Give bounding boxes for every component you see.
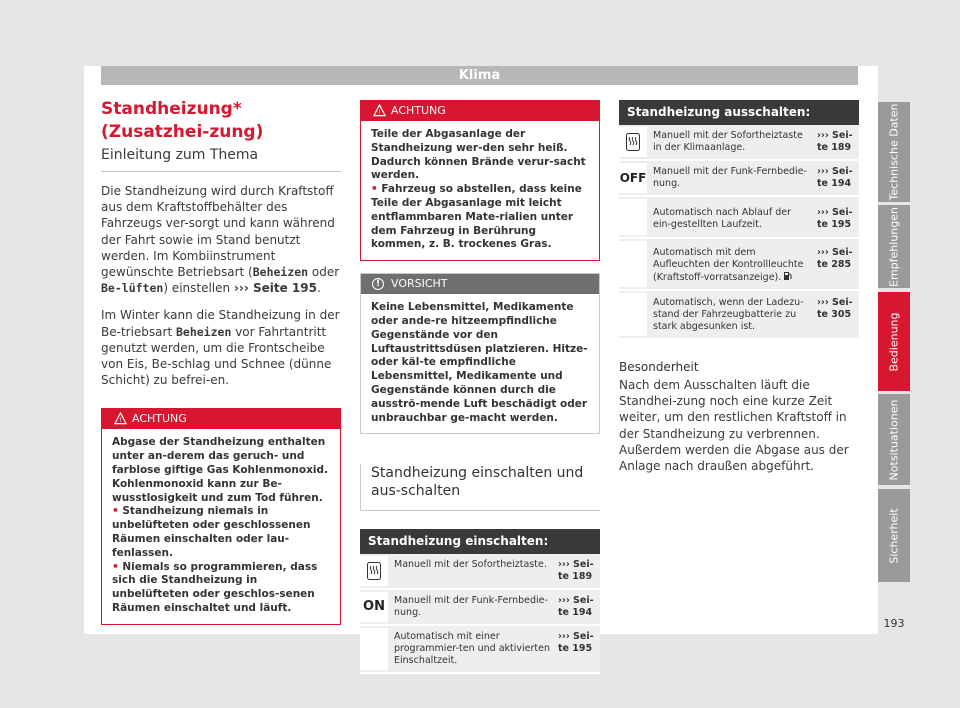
warning-header: ! ACHTUNG	[361, 101, 599, 121]
on-label-icon: ON	[360, 592, 388, 622]
svg-text:!: !	[119, 416, 122, 425]
off-label-icon: OFF	[619, 163, 647, 193]
warning-box	[360, 100, 600, 261]
heat-button-icon	[360, 556, 388, 586]
table-header: Standheizung ausschalten:	[619, 100, 859, 125]
table-row: Automatisch mit dem Aufleuchten der Kontrollleuchte (Kraftstoff-vorratsanzeige). ››› Sei-te 285	[619, 239, 859, 291]
page-title: Standheizung* (Zusatzhei-zung)	[101, 99, 264, 142]
warning-header: ! ACHTUNG	[102, 409, 340, 429]
table-row: Automatisch mit einer programmier-ten und aktivierten Einschaltzeit. ››› Sei-te 195	[360, 626, 600, 674]
caution-body: Keine Lebensmittel, Medikamente oder ande-re hitzeempfindliche Gegenstände vor den Luftaustrittsdüsen platzieren. Hitze- oder käl-te empfindliche Lebensmittel, Medikamente und Gegenstände können durch die ausströ-mende Luft beschädigt oder unbrauchbar ge-macht werden.	[371, 301, 588, 424]
page-reference-link[interactable]: ››› Seite 195	[233, 281, 317, 296]
tab-bedienung[interactable]: Bedienung	[878, 292, 910, 391]
switch-off-table	[619, 100, 859, 340]
page-subtitle: Einleitung zum Thema	[101, 147, 341, 172]
page-number: 193	[883, 617, 905, 630]
winter-paragraph: Im Winter kann die Standheizung in der Be-triebsart Beheizen vor Fahrtantritt genutzt werden, um die Frontscheibe von Eis, Be-schlag und Schnee (dünne Schicht) zu befrei-en.	[101, 308, 340, 388]
table-row: OFF Manuell mit der Funk-Fernbedie-nung. ››› Sei-te 194	[619, 161, 859, 197]
warning-bullet: • Fahrzeug so abstellen, dass keine Teile der Abgasanlage mit leicht entflammbaren Mate-rialien unter dem Fahrzeug in Berührung kommen, z. B. trockenes Gras.	[371, 183, 582, 251]
section-header: Klima	[101, 66, 858, 85]
section-title: Standheizung einschalten und aus-schalten	[360, 464, 600, 511]
column-middle	[360, 98, 600, 674]
page-reference-link[interactable]: ››› Sei-te 305	[817, 297, 853, 320]
caution-header: ! VORSICHT	[361, 274, 599, 294]
sub-heading: Besonderheit	[619, 360, 699, 374]
warning-body: Abgase der Standheizung enthalten unter an-derem das geruch- und farblose giftige Gas Kohlenmonoxid. Kohlenmonoxid kann zur Be-wusstlosigkeit und zum Tod führen. • Standheizung niemals in unbelüfteten oder geschlossenen Räumen einschalten oder lau-fenlassen. • Niemals so programmieren, dass sich die Standheizung in unbelüfteten oder geschlos-senen Räumen einschaltet und läuft.	[102, 429, 340, 623]
warning-bullet: • Standheizung niemals in unbelüfteten oder geschlossenen Räumen einschalten oder lau-fenlassen.	[112, 505, 311, 559]
fuel-pump-icon	[783, 271, 792, 281]
warning-box	[101, 408, 341, 624]
warning-triangle-icon	[373, 104, 386, 117]
special-paragraph: Nach dem Ausschalten läuft die Standhei-zung noch eine kurze Zeit weiter, um den restlichen Kraftstoff in der Standheizung zu verbrennen. Außerdem werden die Abgase aus der Anlage nach draußen abgeführt.	[619, 378, 849, 474]
warning-triangle-icon	[114, 412, 127, 425]
heat-button-icon	[619, 127, 647, 157]
page-reference-link[interactable]: ››› Sei-te 189	[817, 130, 853, 153]
tab-notsituationen[interactable]: Notsituationen	[878, 394, 910, 485]
warning-bullet: • Niemals so programmieren, dass sich die Standheizung in unbelüfteten oder geschlos-senen Räumen einschaltet und läuft.	[112, 560, 318, 614]
switch-on-table	[360, 529, 600, 674]
bullet-icon: •	[371, 183, 378, 196]
caution-box	[360, 273, 600, 434]
table-row: ON Manuell mit der Funk-Fernbedie-nung. ››› Sei-te 194	[360, 590, 600, 626]
page-reference-link[interactable]: ››› Sei-te 189	[558, 559, 594, 583]
mode-beheizen: Beheizen	[175, 324, 232, 339]
warning-body: Teile der Abgasanlage der Standheizung wer-den sehr heiß. Dadurch können Brände verur-sacht werden. • Fahrzeug so abstellen, dass keine Teile der Abgasanlage mit leicht entflammbaren Mate-rialien unter dem Fahrzeug in Berührung kommen, z. B. trockenes Gras.	[361, 121, 599, 260]
table-row: Automatisch nach Ablauf der ein-gestellten Laufzeit. ››› Sei-te 195	[619, 197, 859, 239]
page-reference-link[interactable]: ››› Sei-te 285	[817, 247, 853, 270]
bullet-icon: •	[112, 560, 119, 573]
column-left	[101, 98, 341, 625]
table-row: Manuell mit der Sofortheiztaste in der Klimaanlage. ››› Sei-te 189	[619, 125, 859, 161]
tab-sicherheit[interactable]: Sicherheit	[878, 489, 910, 582]
mode-belueften: Be-lüften	[101, 281, 164, 296]
page-reference-link[interactable]: ››› Sei-te 194	[558, 595, 594, 619]
intro-paragraph: Die Standheizung wird durch Kraftstoff aus dem Kraftstoffbehälter des Fahrzeugs ver-sorgt und kann während der Fahrt sowie im Stand benutzt werden. Im Kombiinstrument gewünschte Betriebsart (Beheizen oder Be-lüften) einstellen ››› Seite 195.	[101, 184, 340, 296]
table-header: Standheizung einschalten:	[360, 529, 600, 554]
page-reference-link[interactable]: ››› Sei-te 195	[558, 631, 594, 655]
tab-technische-daten[interactable]: Technische Daten	[878, 102, 910, 202]
table-row: Automatisch, wenn der Ladezu-stand der Fahrzeugbatterie zu stark abgesunken ist. ››› Sei-te 305	[619, 291, 859, 340]
tab-empfehlungen[interactable]: Empfehlungen	[878, 205, 910, 288]
bullet-icon: •	[112, 505, 119, 518]
page-reference-link[interactable]: ››› Sei-te 194	[817, 166, 853, 189]
table-row: Manuell mit der Sofortheiztaste. ››› Sei-te 189	[360, 554, 600, 590]
svg-text:!: !	[378, 108, 381, 117]
page-reference-link[interactable]: ››› Sei-te 195	[817, 207, 853, 230]
exclamation-circle-icon: !	[372, 278, 384, 290]
column-right	[619, 98, 859, 474]
mode-beheizen: Beheizen	[252, 265, 309, 280]
